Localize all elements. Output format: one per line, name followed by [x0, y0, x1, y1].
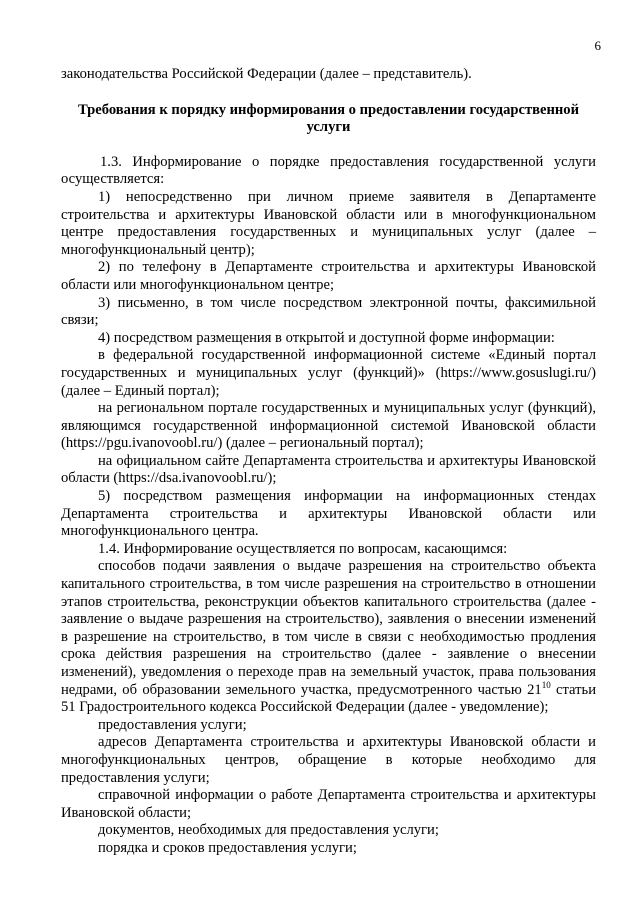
topic-application-methods-tail: статьи 51 Градостроительного кодекса Российской Федерации (далее - уведомление); — [61, 681, 596, 716]
list-item-4-federal-portal: в федеральной государственной информационной системе «Единый портал государственных и муниципальных услуг (функций)» (https://www.gosuslugi.ru/) (далее – Единый портал); — [61, 347, 596, 399]
paragraph-1-4-intro: 1.4. Информирование осуществляется по вопросам, касающимся: — [98, 540, 508, 557]
topic-documents: документов, необходимых для предоставления услуги; — [98, 822, 439, 839]
document-body — [61, 66, 596, 858]
topic-application-methods-text: способов подачи заявления о выдаче разрешения на строительство объекта капитального строительства, в том числе разрешения на строительство в отношении этапов строительства, реконструкции объектов капитального строительства (далее - заявление о выдаче разрешения на строительство), заявления о внесении изменений в разрешение на строительство, в том числе в связи с необходимостью продления срока действия разрешения на строительство (далее - заявление о внесении изменений), уведомления о переходе прав на земельный участок, права пользования недрами, об образовании земельного участка, предусмотренного частью 21 — [61, 558, 596, 698]
lead-line: законодательства Российской Федерации (далее – представитель). — [61, 66, 472, 82]
topic-reference-info: справочной информации о работе Департамента строительства и архитектуры Ивановской области; — [61, 787, 596, 821]
topic-application-methods — [61, 558, 596, 716]
list-item-4-regional-portal: на региональном портале государственных и муниципальных услуг (функций), являющимся государственной информационной системой Ивановской области (https://pgu.ivanovoobl.ru/) (далее – региональный портал); — [61, 400, 596, 452]
list-item-4: 4) посредством размещения в открытой и доступной форме информации: — [98, 329, 555, 346]
list-item-5: 5) посредством размещения информации на информационных стендах Департамента строительства и архитектуры Ивановской области или многофункционального центра. — [61, 488, 596, 540]
list-item-2: 2) по телефону в Департаменте строительства и архитектуры Ивановской области или многофункциональном центре; — [61, 259, 596, 293]
paragraph-1-3-intro: 1.3. Информирование о порядке предоставления государственной услуги осуществляется: — [61, 153, 596, 188]
page-number: 6 — [594, 38, 601, 53]
superscript-part-number: 10 — [541, 679, 551, 690]
topic-procedure-terms: порядка и сроков предоставления услуги; — [98, 839, 357, 856]
list-item-4-official-site: на официальном сайте Департамента строительства и архитектуры Ивановской области (https://dsa.ivanovoobl.ru/); — [61, 452, 596, 487]
list-item-1: 1) непосредственно при личном приеме заявителя в Департаменте строительства и архитектуры Ивановской области или в многофункциональном центре предоставления государственных и муниципальных услуг (далее – многофункциональный центр); — [61, 188, 596, 258]
section-heading: Требования к порядку информирования о предоставлении государственной услуги — [77, 101, 580, 136]
topic-service-provision: предоставления услуги; — [98, 716, 247, 733]
list-item-3: 3) письменно, в том числе посредством электронной почты, факсимильной связи; — [61, 294, 596, 329]
topic-addresses: адресов Департамента строительства и архитектуры Ивановской области и многофункциональных центров, обращение в которые необходимо для предоставления услуги; — [61, 734, 596, 786]
